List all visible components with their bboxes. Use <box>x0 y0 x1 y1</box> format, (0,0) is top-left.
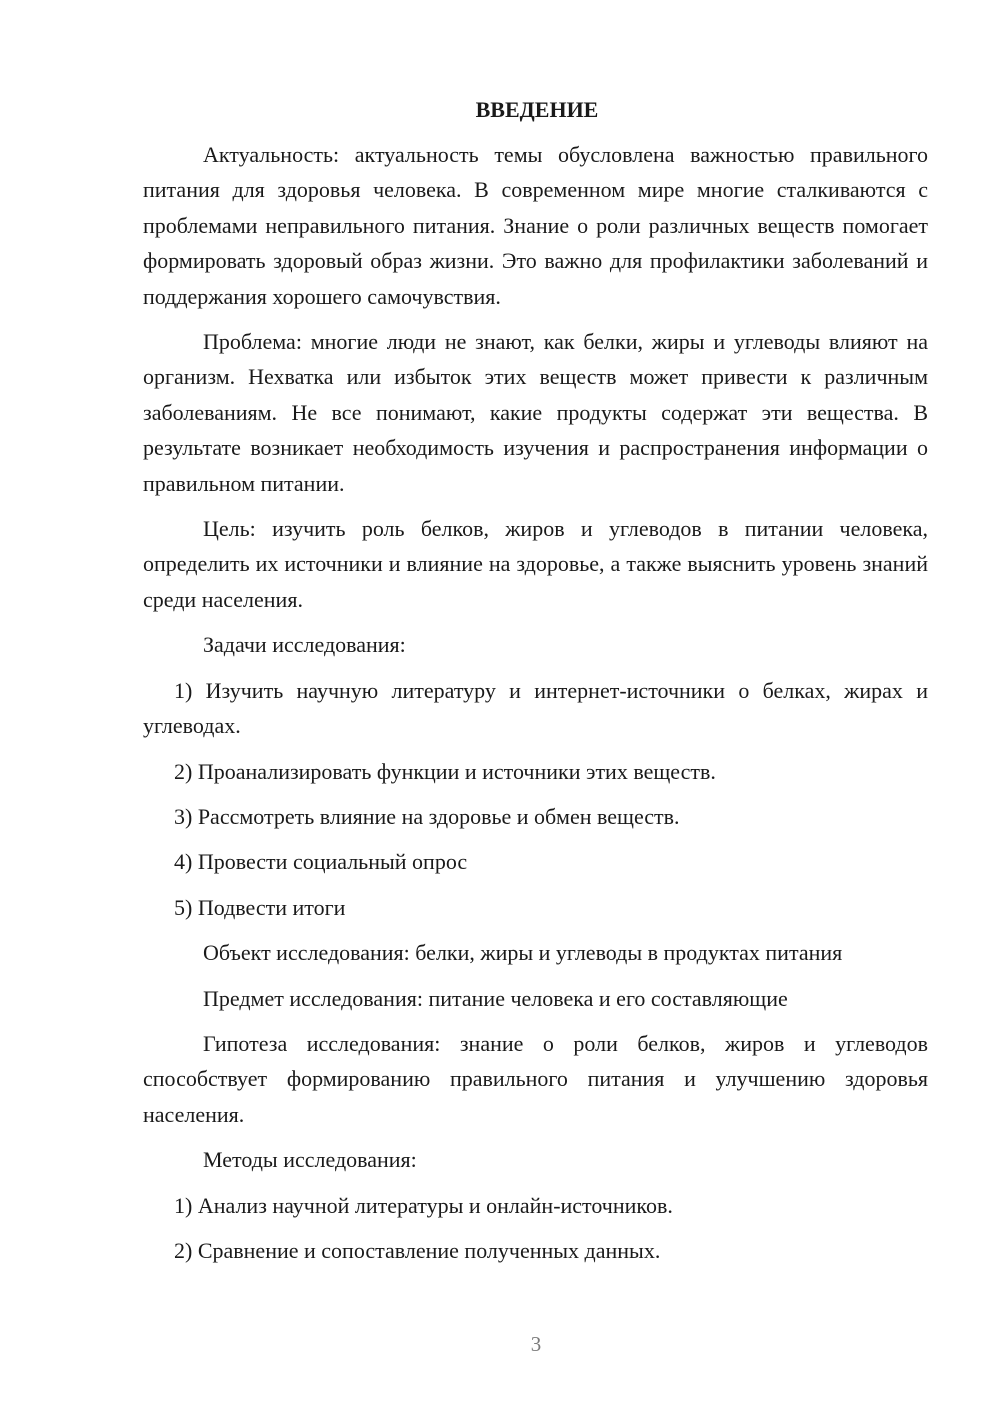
section-title: ВВЕДЕНИЕ <box>475 97 599 122</box>
tasks-heading: Задачи исследования: <box>203 632 406 658</box>
research-object: Объект исследования: белки, жиры и углеводы в продуктах питания <box>203 940 843 966</box>
paragraph-relevance: Актуальность: актуальность темы обусловлена важностью правильного питания для здоровья человека. В современном мире многие сталкиваются с проблемами неправильного питания. Знание о роли различных веществ помогает формировать здоровый образ жизни. Это важно для профилактики заболеваний и поддержания хорошего самочувствия. <box>143 142 928 309</box>
method-item-1: 1) Анализ научной литературы и онлайн-источников. <box>174 1192 673 1218</box>
task-item-5: 5) Подвести итоги <box>174 894 346 920</box>
task-item-3: 3) Рассмотреть влияние на здоровье и обмен веществ. <box>174 803 680 829</box>
document-page <box>143 92 928 1278</box>
method-item-2: 2) Сравнение и сопоставление полученных данных. <box>174 1237 661 1263</box>
paragraph-problem: Проблема: многие люди не знают, как белки, жиры и углеводы влияют на организм. Нехватка или избыток этих веществ может привести к различным заболеваниям. Не все понимают, какие продукты содержат эти вещества. В результате возникает необходимость изучения и распространения информации о правильном питании. <box>143 329 928 496</box>
task-item-2: 2) Проанализировать функции и источники этих веществ. <box>174 758 716 784</box>
page-number: 3 <box>530 1332 542 1356</box>
methods-heading: Методы исследования: <box>203 1147 417 1173</box>
task-item-1: 1) Изучить научную литературу и интернет-источники о белках, жирах и углеводах. <box>143 677 928 739</box>
research-hypothesis: Гипотеза исследования: знание о роли белков, жиров и углеводов способствует формированию правильного питания и улучшению здоровья населения. <box>143 1030 928 1127</box>
research-subject: Предмет исследования: питание человека и его составляющие <box>203 985 788 1011</box>
paragraph-goal: Цель: изучить роль белков, жиров и углеводов в питании человека, определить их источники и влияние на здоровье, а также выяснить уровень знаний среди населения. <box>143 516 928 612</box>
task-item-4: 4) Провести социальный опрос <box>174 849 468 875</box>
